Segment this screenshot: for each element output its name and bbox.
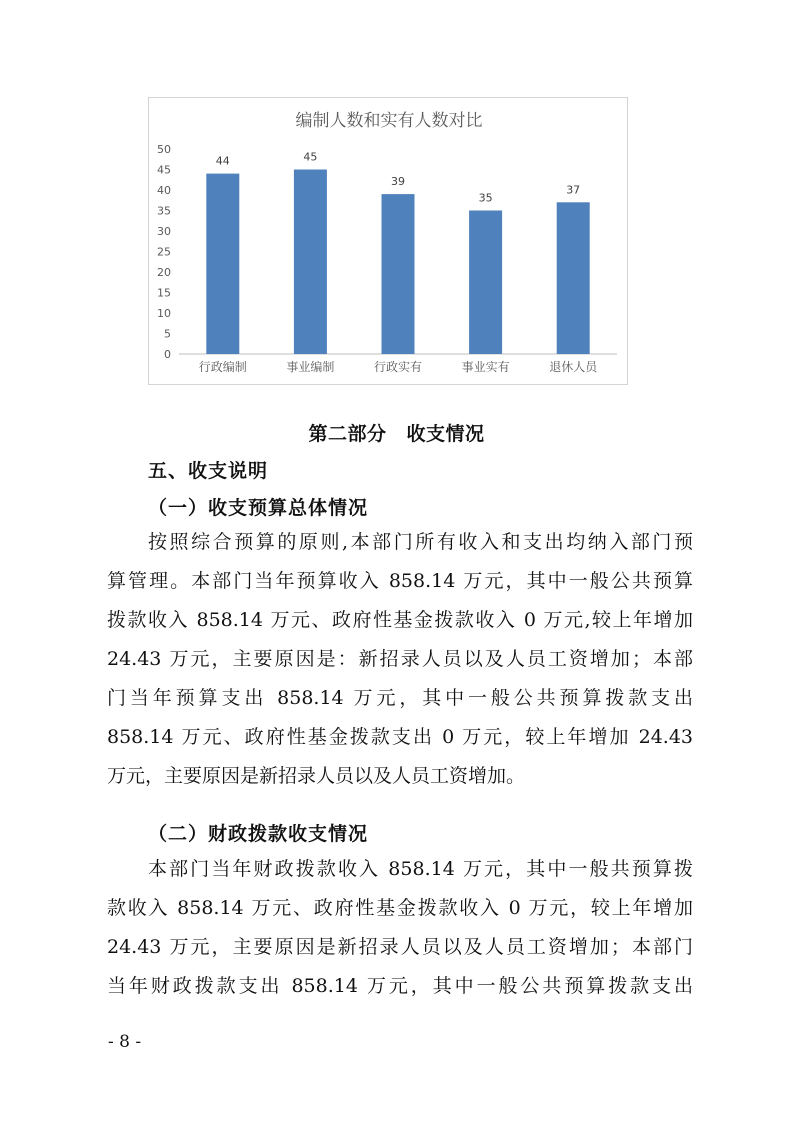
- part-heading-right: 收支情况: [406, 423, 485, 445]
- bar: [469, 211, 502, 355]
- y-tick-label: 45: [157, 163, 171, 177]
- paragraph-1-line-2: 算管理。本部门当年预算收入 858.14 万元，其中一般公共预算: [107, 570, 693, 592]
- bar-data-label: 37: [566, 183, 581, 197]
- x-tick-label: 事业实有: [461, 360, 510, 374]
- paragraph-1-line-1: 按照综合预算的原则,本部门所有收入和支出均纳入部门预: [148, 531, 693, 553]
- x-tick-label: 行政实有: [373, 360, 423, 374]
- bar: [294, 170, 327, 355]
- bar-data-label: 35: [478, 191, 493, 205]
- bar-data-label: 45: [303, 150, 318, 164]
- bar-data-label: 39: [391, 175, 405, 189]
- y-tick-label: 0: [164, 348, 171, 361]
- paragraph-2-line-1: 本部门当年财政拨款收入 858.14 万元，其中一般共预算拨: [148, 858, 693, 880]
- paragraph-1-line-3: 拨款收入 858.14 万元、政府性基金拨款收入 0 万元,较上年增加: [107, 609, 693, 631]
- section-heading: 五、收支说明: [148, 460, 269, 482]
- paragraph-2-line-2: 款收入 858.14 万元、政府性基金拨款收入 0 万元，较上年增加: [107, 897, 693, 919]
- y-tick-label: 35: [157, 204, 171, 218]
- paragraph-1-line-5: 门当年预算支出 858.14 万元，其中一般公共预算拨款支出: [107, 687, 693, 709]
- chart-title: 编制人数和实有人数对比: [295, 111, 483, 131]
- paragraph-1-line-6: 858.14 万元、政府性基金拨款支出 0 万元，较上年增加 24.43: [107, 726, 693, 748]
- part-heading-left: 第二部分: [308, 423, 387, 445]
- page-number: - 8 -: [108, 1032, 142, 1052]
- y-tick-label: 50: [157, 143, 171, 156]
- bar-chart-svg: [149, 98, 629, 386]
- headcount-chart: [148, 97, 628, 385]
- y-tick-label: 20: [157, 266, 171, 279]
- y-tick-label: 25: [157, 245, 171, 259]
- bar: [206, 174, 239, 354]
- paragraph-1-line-4: 24.43 万元，主要原因是：新招录人员以及人员工资增加；本部: [107, 648, 693, 670]
- y-tick-label: 15: [157, 286, 171, 300]
- paragraph-1-line-7: 万元，主要原因是新招录人员以及人员工资增加。: [107, 765, 526, 787]
- bar-data-label: 44: [215, 154, 230, 168]
- paragraph-2-line-4: 当年财政拨款支出 858.14 万元，其中一般公共预算拨款支出: [107, 975, 693, 997]
- subsection-2-heading: （二）财政拨款收支情况: [148, 823, 369, 845]
- y-tick-label: 30: [157, 225, 171, 238]
- bar: [557, 202, 590, 354]
- y-tick-label: 10: [157, 307, 171, 320]
- x-tick-label: 行政编制: [198, 360, 247, 374]
- bar: [382, 194, 415, 354]
- x-tick-label: 退休人员: [549, 360, 598, 374]
- x-tick-label: 事业编制: [286, 360, 335, 374]
- paragraph-2-line-3: 24.43 万元，主要原因是新招录人员以及人员工资增加；本部门: [107, 936, 693, 958]
- subsection-1-heading: （一）收支预算总体情况: [148, 497, 369, 519]
- y-tick-label: 40: [157, 184, 171, 197]
- part-heading: [0, 419, 793, 446]
- y-tick-label: 5: [164, 327, 171, 341]
